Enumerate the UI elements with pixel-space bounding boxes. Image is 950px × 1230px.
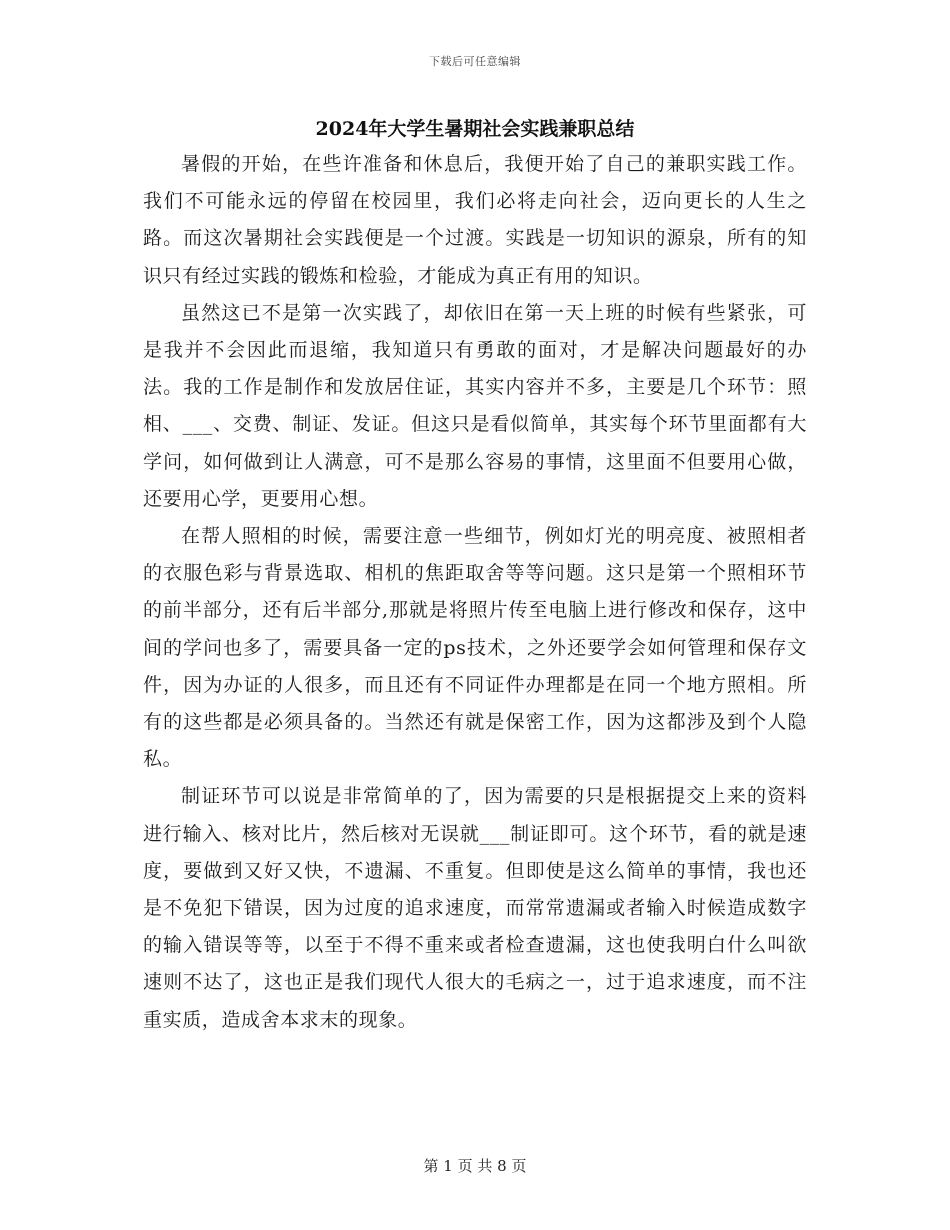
- header-note: 下载后可任意编辑: [429, 55, 521, 68]
- page-number: 第 1 页 共 8 页: [423, 1157, 527, 1175]
- document-title: 2024年大学生暑期社会实践兼职总结: [315, 118, 635, 140]
- paragraph: 虽然这已不是第一次实践了，却依旧在第一天上班的时候有些紧张，可是我并不会因此而退缩，我知道只有勇敢的面对，才是解决问题最好的办法。我的工作是制作和发放居住证，其实内容并不多，主要是几个环节：照相、___、交费、制证、发证。但这只是看似简单，其实每个环节里面都有大学问，如何做到让人满意，可不是那么容易的事情，这里面不但要用心做，还要用心学，更要用心想。: [143, 301, 807, 510]
- paragraph: 在帮人照相的时候，需要注意一些细节，例如灯光的明亮度、被照相者的衣服色彩与背景选取、相机的焦距取舍等等问题。这只是第一个照相环节的前半部分，还有后半部分,那就是将照片传至电脑上进行修改和保存，这中间的学问也多了，需要具备一定的ps技术，之外还要学会如何管理和保存文件，因为办证的人很多，而且还有不同证件办理都是在同一个地方照相。所有的这些都是必须具备的。当然还有就是保密工作，因为这都涉及到个人隐私。: [143, 525, 807, 771]
- paragraph: 暑假的开始，在些许准备和休息后，我便开始了自己的兼职实践工作。我们不可能永远的停留在校园里，我们必将走向社会，迈向更长的人生之路。而这次暑期社会实践便是一个过渡。实践是一切知识的源泉，所有的知识只有经过实践的锻炼和检验，才能成为真正有用的知识。: [143, 153, 807, 287]
- document-body: [143, 146, 807, 1039]
- paragraph: 制证环节可以说是非常简单的了，因为需要的只是根据提交上来的资料进行输入、核对比片，然后核对无误就___制证即可。这个环节，看的就是速度，要做到又好又快，不遗漏、不重复。但即使是这么简单的事情，我也还是不免犯下错误，因为过度的追求速度，而常常遗漏或者输入时候造成数字的输入错误等等，以至于不得不重来或者检查遗漏，这也使我明白什么叫欲速则不达了，这也正是我们现代人很大的毛病之一，过于追求速度，而不注重实质，造成舍本求末的现象。: [143, 785, 807, 1031]
